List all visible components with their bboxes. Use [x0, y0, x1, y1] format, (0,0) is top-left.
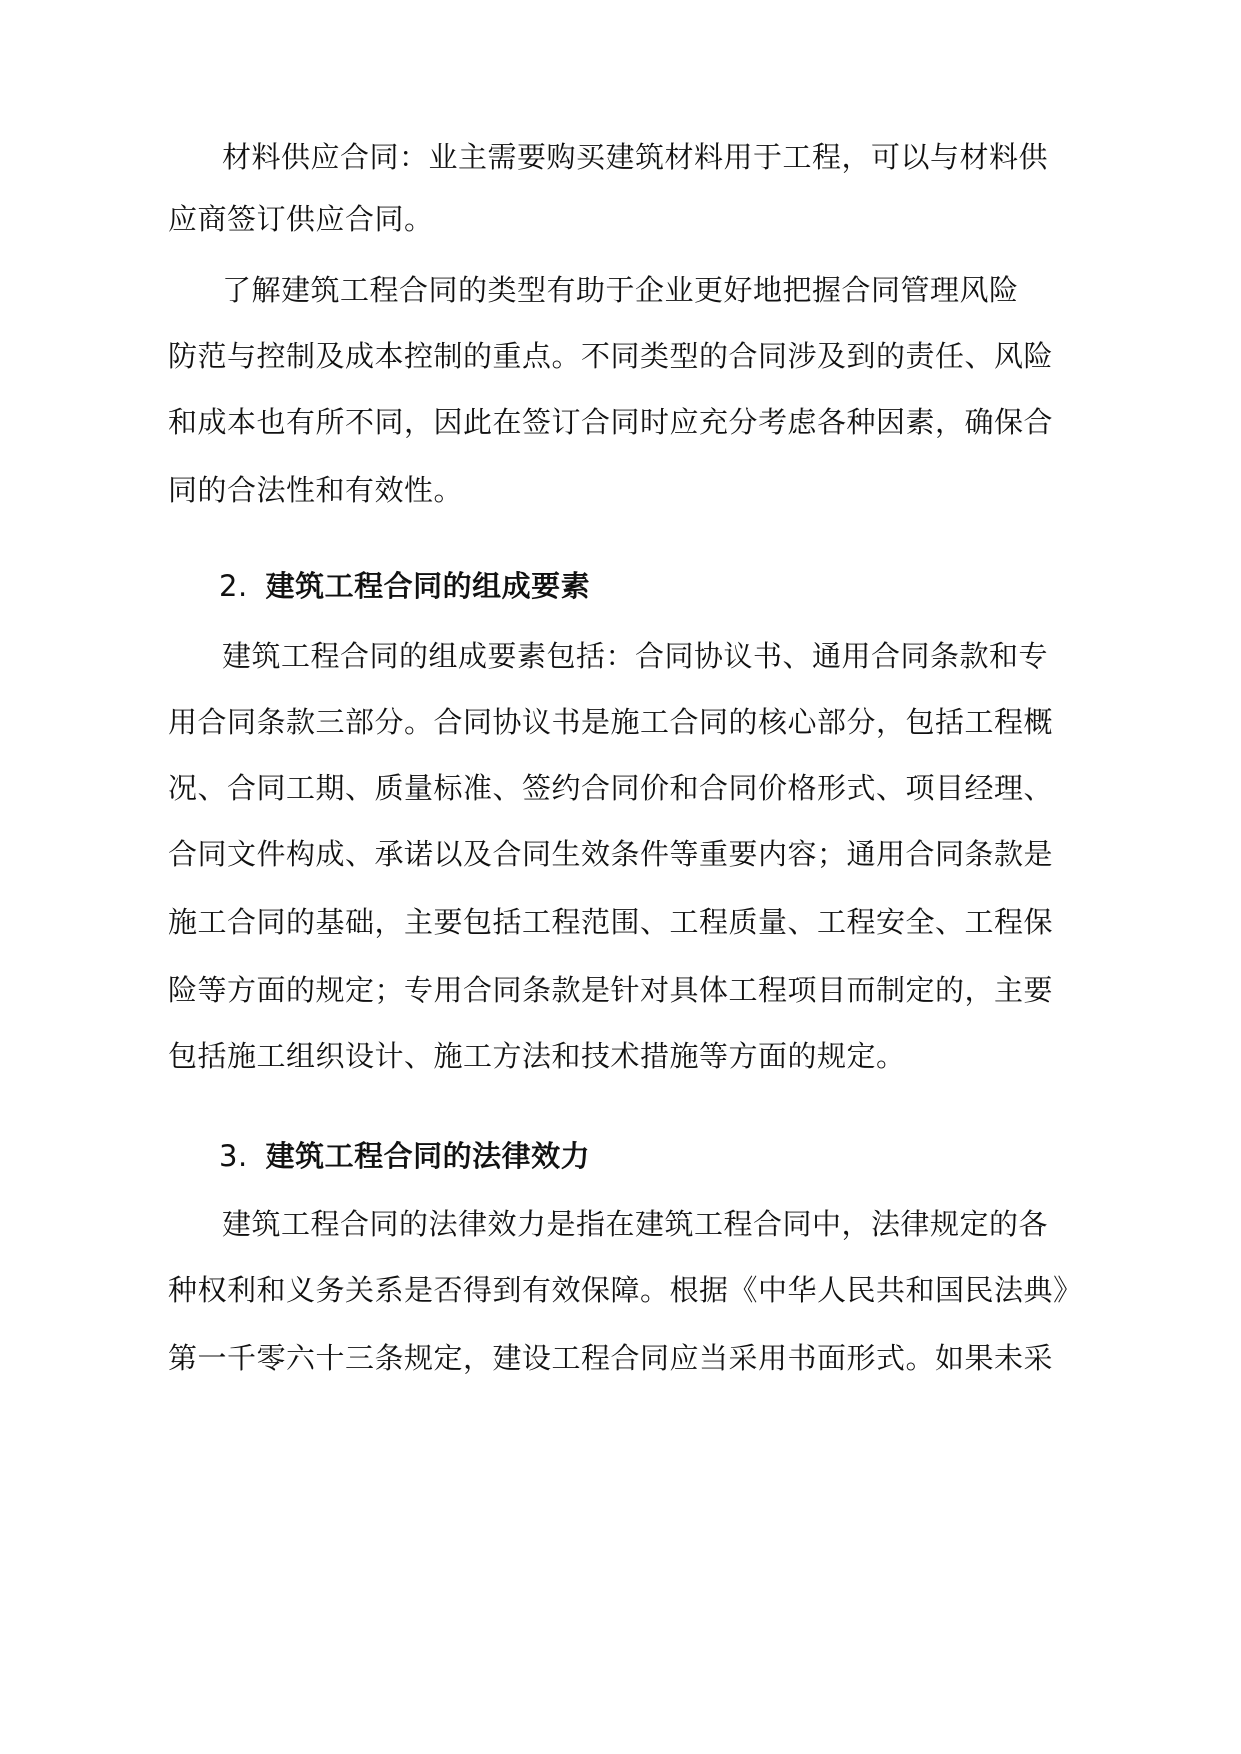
section-title: 建筑工程合同的组成要素 — [265, 569, 591, 603]
paragraph-line: 防范与控制及成本控制的重点。不同类型的合同涉及到的责任、风险 — [168, 339, 1054, 373]
paragraph-line: 和成本也有所不同，因此在签订合同时应充分考虑各种因素，确保合 — [168, 405, 1054, 439]
paragraph-line: 第一千零六十三条规定，建设工程合同应当采用书面形式。如果未采 — [168, 1341, 1054, 1375]
paragraph-line: 用合同条款三部分。合同协议书是施工合同的核心部分，包括工程概 — [168, 705, 1054, 739]
section-number: 3. — [219, 1139, 248, 1173]
paragraph-line: 应商签订供应合同。 — [168, 202, 434, 236]
paragraph-line: 种权利和义务关系是否得到有效保障。根据《中华人民共和国民法典》 — [168, 1273, 1083, 1307]
paragraph-line: 合同文件构成、承诺以及合同生效条件等重要内容；通用合同条款是 — [168, 837, 1054, 871]
paragraph-line: 施工合同的基础，主要包括工程范围、工程质量、工程安全、工程保 — [168, 905, 1054, 939]
section-heading-3 — [219, 1136, 590, 1176]
section-heading-2 — [219, 566, 590, 606]
paragraph-line: 同的合法性和有效性。 — [168, 473, 464, 507]
paragraph-line: 况、合同工期、质量标准、签约合同价和合同价格形式、项目经理、 — [168, 771, 1054, 805]
paragraph-line: 险等方面的规定；专用合同条款是针对具体工程项目而制定的，主要 — [168, 973, 1054, 1007]
paragraph-line: 包括施工组织设计、施工方法和技术措施等方面的规定。 — [168, 1039, 906, 1073]
paragraph-line: 了解建筑工程合同的类型有助于企业更好地把握合同管理风险 — [222, 273, 1019, 307]
paragraph-line: 建筑工程合同的组成要素包括：合同协议书、通用合同条款和专 — [222, 639, 1049, 673]
section-title: 建筑工程合同的法律效力 — [265, 1139, 591, 1173]
section-number: 2. — [219, 569, 248, 603]
paragraph-line: 建筑工程合同的法律效力是指在建筑工程合同中，法律规定的各 — [222, 1207, 1049, 1241]
paragraph-line: 材料供应合同：业主需要购买建筑材料用于工程，可以与材料供 — [222, 140, 1049, 174]
